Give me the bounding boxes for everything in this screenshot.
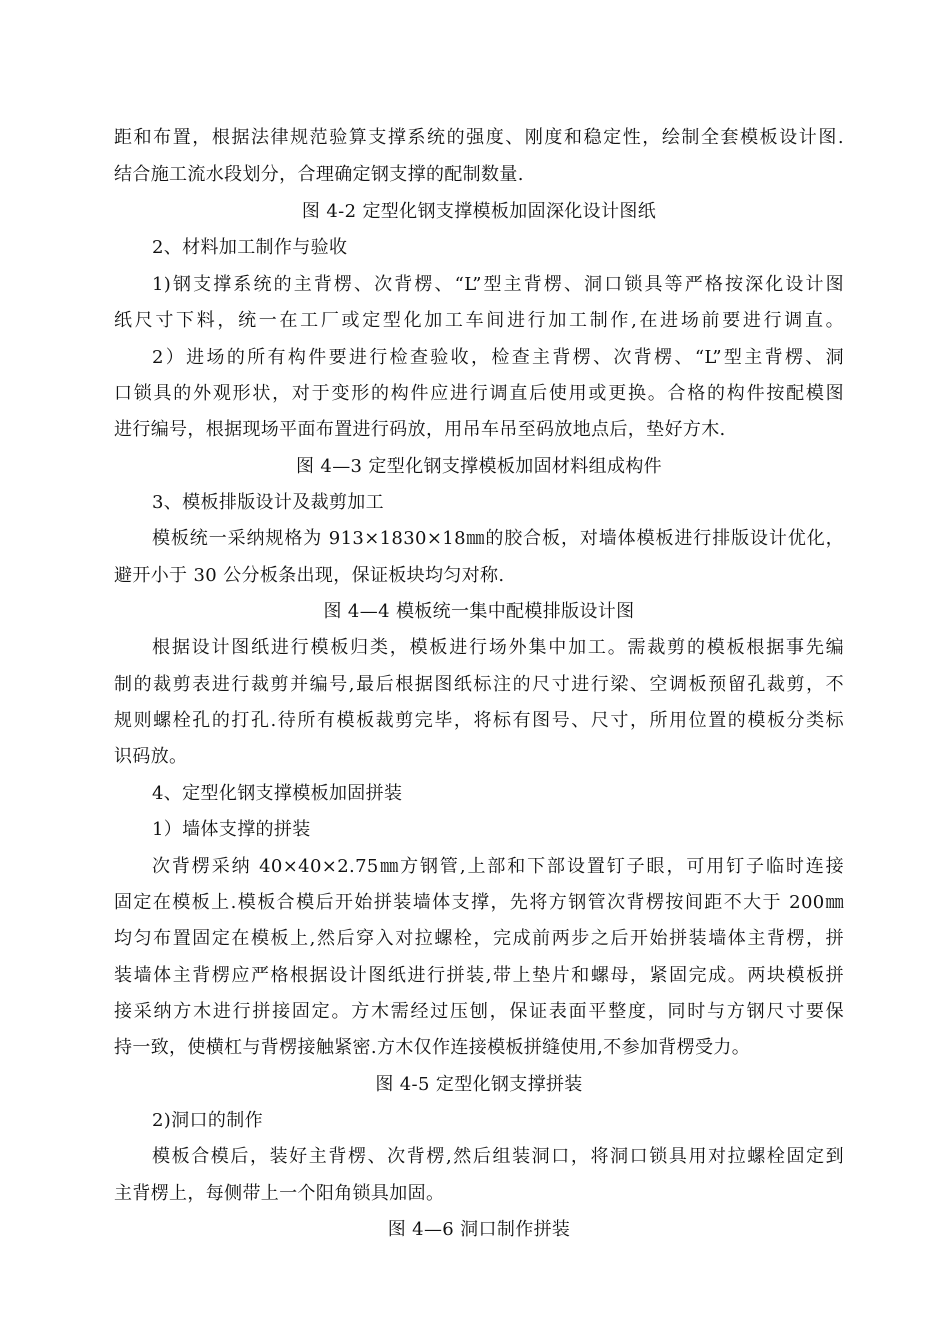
figure-caption: 图 4—3 定型化钢支撑模板加固材料组成构件 <box>295 456 663 477</box>
paragraph-line: 避开小于 30 公分板条出现，保证板块均匀对称. <box>114 565 505 586</box>
paragraph-line: 2）进场的所有构件要进行检查验收，检查主背楞、次背楞、“L”型主背楞、洞 <box>152 347 844 368</box>
paragraph-line: 纸尺寸下料，统一在工厂或定型化加工车间进行加工制作,在进场前要进行调直。 <box>114 310 844 331</box>
paragraph-line: 1)钢支撑系统的主背楞、次背楞、“L”型主背楞、洞口锁具等严格按深化设计图 <box>152 274 844 295</box>
paragraph-line: 模板合模后，装好主背楞、次背楞,然后组装洞口，将洞口锁具用对拉螺栓固定到 <box>152 1146 844 1167</box>
paragraph-line: 固定在模板上.模板合模后开始拼装墙体支撑，先将方钢管次背楞按间距不大于 200㎜ <box>114 892 844 913</box>
subsection-heading: 1）墙体支撑的拼装 <box>152 819 311 840</box>
figure-caption: 图 4—4 模板统一集中配模排版设计图 <box>323 601 635 622</box>
paragraph-line: 次背楞采纳 40×40×2.75㎜方钢管,上部和下部设置钉子眼，可用钉子临时连接 <box>152 856 844 877</box>
paragraph-line: 模板统一采纳规格为 913×1830×18㎜的胶合板，对墙体模板进行排版设计优化， <box>152 528 844 549</box>
paragraph-line: 主背楞上，每侧带上一个阳角锁具加固。 <box>114 1183 445 1204</box>
paragraph-line: 识码放。 <box>114 746 188 767</box>
figure-caption: 图 4—6 洞口制作拼装 <box>387 1219 571 1240</box>
paragraph-line: 均匀布置固定在模板上,然后穿入对拉螺栓，完成前两步之后开始拼装墙体主背楞，拼 <box>114 928 844 949</box>
paragraph-line: 结合施工流水段划分，合理确定钢支撑的配制数量. <box>114 164 524 185</box>
paragraph-line: 距和布置，根据法律规范验算支撑系统的强度、刚度和稳定性，绘制全套模板设计图. <box>114 127 844 148</box>
paragraph-line: 进行编号，根据现场平面布置进行码放，用吊车吊至码放地点后，垫好方木. <box>114 419 726 440</box>
paragraph-line: 持一致，使横杠与背楞接触紧密.方木仅作连接模板拼缝使用,不参加背楞受力。 <box>114 1037 751 1058</box>
figure-caption: 图 4-2 定型化钢支撑模板加固深化设计图纸 <box>301 201 657 222</box>
section-heading: 2、材料加工制作与验收 <box>152 237 348 258</box>
section-heading: 3、模板排版设计及裁剪加工 <box>152 492 385 513</box>
paragraph-line: 口锁具的外观形状，对于变形的构件应进行调直后使用或更换。合格的构件按配模图 <box>114 383 844 404</box>
paragraph-line: 接采纳方木进行拼接固定。方木需经过压刨，保证表面平整度，同时与方钢尺寸要保 <box>114 1001 844 1022</box>
subsection-heading: 2)洞口的制作 <box>152 1110 263 1131</box>
paragraph-line: 装墙体主背楞应严格根据设计图纸进行拼装,带上垫片和螺母，紧固完成。两块模板拼 <box>114 965 844 986</box>
paragraph-line: 规则螺栓孔的打孔.待所有模板裁剪完毕，将标有图号、尺寸，所用位置的模板分类标 <box>114 710 844 731</box>
figure-caption: 图 4-5 定型化钢支撑拼装 <box>375 1074 583 1095</box>
paragraph-line: 制的裁剪表进行裁剪并编号,最后根据图纸标注的尺寸进行梁、空调板预留孔裁剪，不 <box>114 674 844 695</box>
paragraph-line: 根据设计图纸进行模板归类，模板进行场外集中加工。需裁剪的模板根据事先编 <box>152 637 844 658</box>
section-heading: 4、定型化钢支撑模板加固拼装 <box>152 783 403 804</box>
